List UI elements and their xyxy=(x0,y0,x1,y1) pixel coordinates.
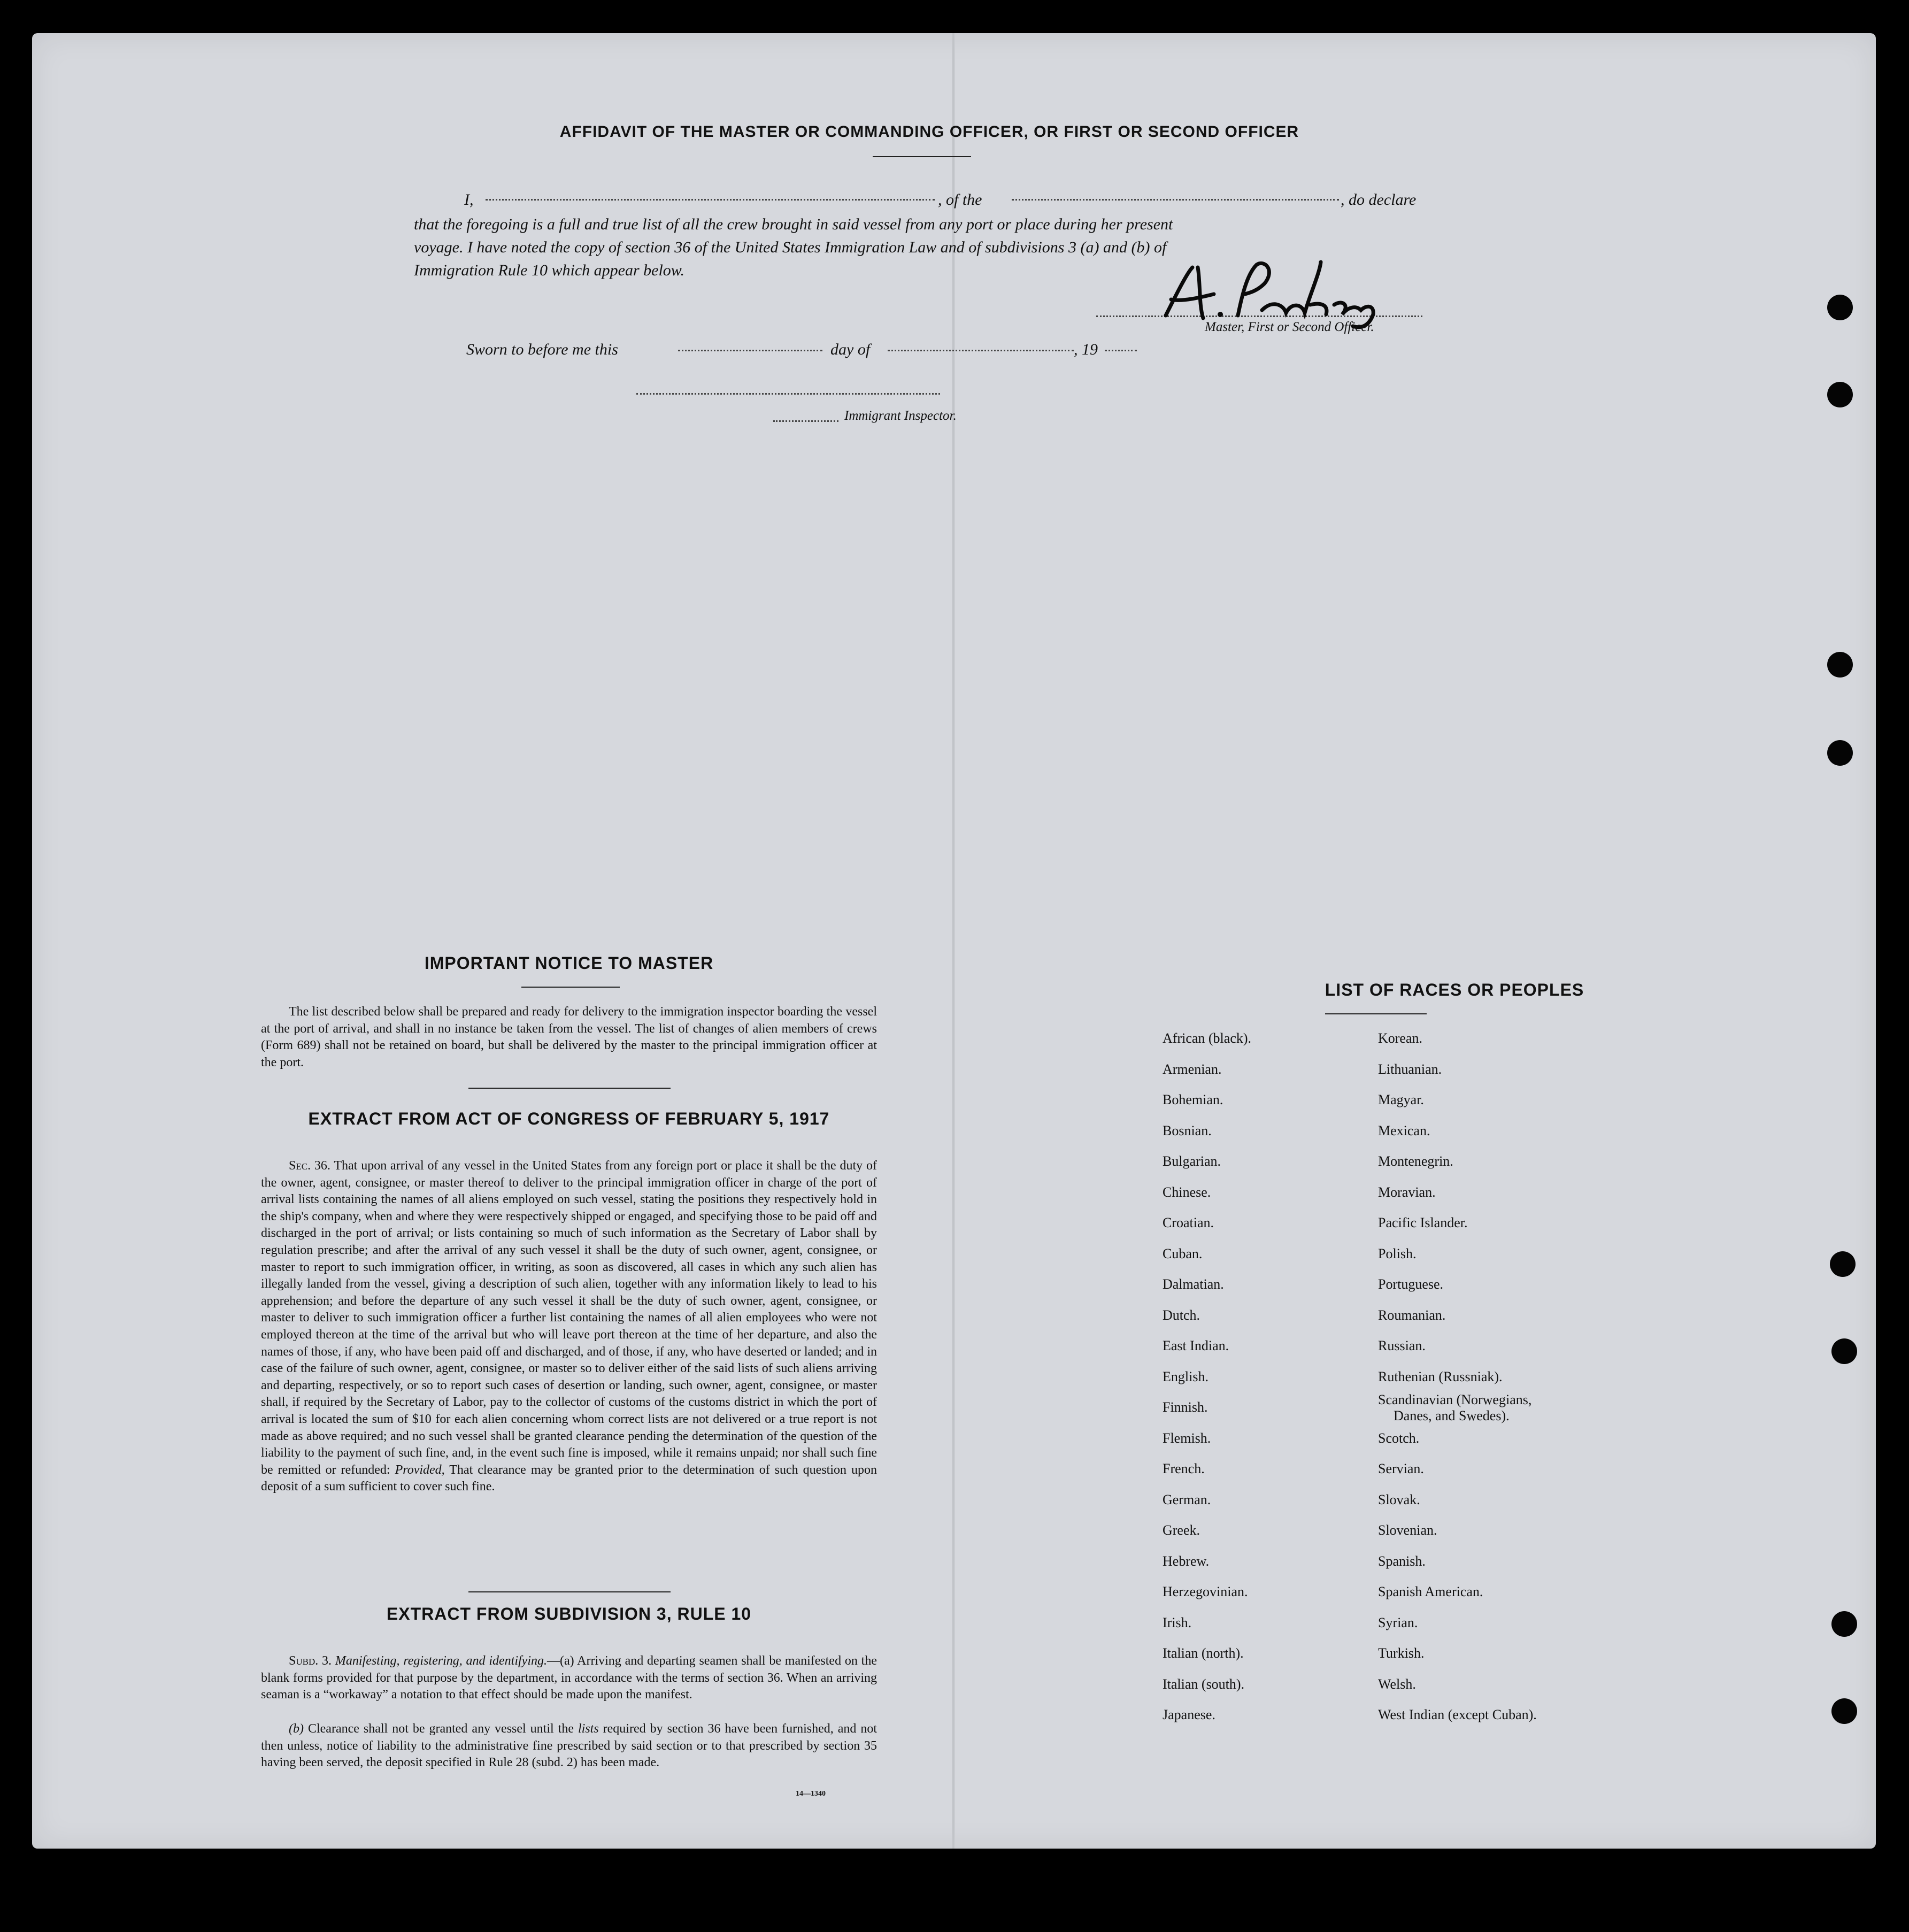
rule-part-a xyxy=(261,1653,877,1704)
race-item: Flemish. xyxy=(1163,1430,1211,1446)
master-name-field[interactable] xyxy=(486,199,935,201)
race-item: Hebrew. xyxy=(1163,1553,1210,1569)
race-item: Scotch. xyxy=(1378,1430,1420,1446)
race-item: African (black). xyxy=(1163,1030,1252,1046)
notice-divider xyxy=(468,1088,671,1089)
races-title-underline xyxy=(1325,1013,1427,1014)
notice-text: The list described below shall be prepared and ready for delivery to the immigration inspector boarding the vessel at the port of arrival, and shall in no instance be taken from the vessel. The list of changes of alien members of crews (Form 689) shall not be retained on board, but shall be delivered by the master to the principal immigration officer at the port. xyxy=(261,1005,877,1069)
rule-part-b xyxy=(261,1721,877,1772)
notice-title-underline xyxy=(521,987,620,988)
subd-label: Subd. 3. xyxy=(289,1654,332,1668)
affidavit-of-the-label: , of the xyxy=(938,191,982,209)
race-item: Spanish. xyxy=(1378,1553,1426,1569)
affidavit-i-label: I, xyxy=(464,191,474,209)
provided-word: Provided, xyxy=(395,1463,445,1477)
act-extract-text xyxy=(261,1158,877,1496)
punch-hole xyxy=(1831,1338,1857,1364)
form-number: 14—1340 xyxy=(796,1790,826,1798)
sec-label: Sec. 36. xyxy=(289,1159,330,1173)
race-item: English. xyxy=(1163,1368,1208,1384)
affidavit-do-declare-label: , do declare xyxy=(1341,191,1417,209)
paper-sheet xyxy=(32,33,1876,1849)
part-a-label: —(a) xyxy=(547,1654,574,1668)
affidavit-line-3: voyage. I have noted the copy of section 36 of the United States Immigration Law and of subdivisions 3 (a) and (b) of xyxy=(414,238,1167,256)
part-b-text-2: required by section 36 have been furnished, and not then unless, notice of liability to the administrative fine prescribed by said section or to that prescribed by section 35 having been served, the deposit specified in Rule 28 (subd. 2) has been made. xyxy=(261,1722,877,1770)
race-item: Welsh. xyxy=(1378,1676,1416,1692)
race-item: Lithuanian. xyxy=(1378,1061,1442,1077)
race-item: Montenegrin. xyxy=(1378,1153,1453,1169)
race-item: Moravian. xyxy=(1378,1184,1436,1200)
race-item: Ruthenian (Russniak). xyxy=(1378,1368,1503,1384)
race-item: Slovenian. xyxy=(1378,1522,1437,1538)
race-item: Russian. xyxy=(1378,1338,1426,1353)
race-item: Finnish. xyxy=(1163,1399,1208,1415)
race-item: French. xyxy=(1163,1461,1205,1476)
affidavit-title: AFFIDAVIT OF THE MASTER OR COMMANDING OFFICER, OR FIRST OR SECOND OFFICER xyxy=(559,123,1299,141)
punch-hole xyxy=(1827,382,1853,407)
race-item: Portuguese. xyxy=(1378,1276,1444,1292)
punch-hole xyxy=(1831,1611,1857,1637)
part-a-text: Arriving and departing seamen shall be manifested on the blank forms provided for that purpose by the department, in accordance with the terms of section 36. When an arriving seaman is a “workaway” a notation to that effect should be made upon the manifest. xyxy=(261,1654,877,1702)
punch-hole xyxy=(1827,652,1853,678)
race-item: Greek. xyxy=(1163,1522,1200,1538)
race-item: German. xyxy=(1163,1491,1211,1507)
sworn-day-of-label: day of xyxy=(830,341,871,358)
inspector-caption-lead xyxy=(773,420,838,422)
race-item: Chinese. xyxy=(1163,1184,1211,1200)
race-item: Bulgarian. xyxy=(1163,1153,1221,1169)
act-extract-title: EXTRACT FROM ACT OF CONGRESS OF FEBRUARY 5, 1917 xyxy=(308,1109,830,1128)
vessel-name-field[interactable] xyxy=(1012,199,1339,201)
notice-title: IMPORTANT NOTICE TO MASTER xyxy=(424,953,714,973)
rule-extract-title: EXTRACT FROM SUBDIVISION 3, RULE 10 xyxy=(386,1604,752,1623)
act-body: That upon arrival of any vessel in the United States from any foreign port or place it shall be the duty of the owner, agent, consignee, or master thereof to deliver to the principal immigration officer in charge of the port of arrival lists containing the names of all aliens employed on such vessel, stating the positions they respectively hold in the ship's company, when and where they were respectively shipped or engaged, and specifying those to be paid off and discharged in the port of arrival; or lists containing so much of such information as the Secretary of Labor shall by regulation prescribe; and after the arrival of any such vessel it shall be the duty of such owner, agent, consignee, or master to report to such immigration officer, in writing, as soon as discovered, all cases in which any such alien has illegally landed from the vessel, giving a description of such alien, together with any information likely to lead to his apprehension; and before the departure of any such vessel it shall be the duty of such owner, agent, consignee, or master to deliver to such immigration officer a further list containing the names of all alien employees who were not employed thereon at the time of the arrival but who will leave port thereon at the time of her departure, and also the names of those, if any, who have been paid off and discharged, and of those, if any, who have deserted or landed; and in case of the failure of such owner, agent, consignee, or master so to deliver either of the said lists of such aliens arriving and departing, respectively, or so to report such cases of desertion or landing, such owner, agent, consignee, or master shall, if required by the Secretary of Labor, pay to the collector of customs of the customs district in which the port of arrival is located the sum of $10 for each alien concerning whom correct lists are not delivered or a true report is not made as above required; and no such vessel shall be granted clearance pending the determination of the question of the liability to the payment of such fine, and, in the event such fine is imposed, while it remains unpaid; nor shall such fine be remitted or refunded: xyxy=(261,1159,877,1477)
race-item: Slovak. xyxy=(1378,1491,1420,1507)
sworn-year-field[interactable] xyxy=(1105,350,1137,351)
race-item: Mexican. xyxy=(1378,1122,1430,1138)
race-item: Italian (south). xyxy=(1163,1676,1245,1692)
sworn-day-field[interactable] xyxy=(678,350,822,351)
race-item: Dutch. xyxy=(1163,1307,1200,1323)
race-item: Spanish American. xyxy=(1378,1584,1483,1599)
race-item: Polish. xyxy=(1378,1245,1417,1261)
inspector-caption: Immigrant Inspector. xyxy=(844,409,957,423)
race-item: Bosnian. xyxy=(1163,1122,1212,1138)
center-fold xyxy=(952,33,955,1849)
signature-caption: Master, First or Second Officer. xyxy=(1205,320,1374,334)
act-divider xyxy=(468,1591,671,1592)
part-b-label: (b) xyxy=(289,1722,304,1736)
race-item: Roumanian. xyxy=(1378,1307,1446,1323)
race-item: Cuban. xyxy=(1163,1245,1203,1261)
sworn-year-label: , 19 xyxy=(1074,341,1098,358)
affidavit-line-2: that the foregoing is a full and true list of all the crew brought in said vessel from any port or place during her present xyxy=(414,215,1173,233)
races-title: LIST OF RACES OR PEOPLES xyxy=(1325,980,1584,999)
punch-hole xyxy=(1827,295,1853,320)
race-item: Scandinavian (Norwegians, xyxy=(1378,1392,1532,1407)
race-item: Pacific Islander. xyxy=(1378,1215,1468,1230)
punch-hole xyxy=(1827,740,1853,766)
race-item: Italian (north). xyxy=(1163,1645,1244,1661)
race-item-continuation: Danes, and Swedes). xyxy=(1394,1408,1510,1423)
race-item: Syrian. xyxy=(1378,1614,1418,1630)
race-item: Armenian. xyxy=(1163,1061,1222,1077)
title-underline xyxy=(873,156,971,157)
part-b-lists: lists xyxy=(578,1722,599,1736)
sworn-label: Sworn to before me this xyxy=(466,341,618,358)
subd-heading: Manifesting, registering, and identifying. xyxy=(335,1654,547,1668)
punch-hole xyxy=(1831,1698,1857,1724)
sworn-month-field[interactable] xyxy=(888,350,1074,351)
race-item: Croatian. xyxy=(1163,1215,1214,1230)
affidavit-line-4: Immigration Rule 10 which appear below. xyxy=(414,261,685,279)
race-item: Irish. xyxy=(1163,1614,1192,1630)
part-b-text-1: Clearance shall not be granted any vessel until the xyxy=(307,1722,574,1736)
act-body-end: That clearance may be granted prior to the determination of such question upon deposit of a sum sufficient to cover such fine. xyxy=(261,1463,877,1494)
race-item: Korean. xyxy=(1378,1030,1423,1046)
race-item: East Indian. xyxy=(1163,1338,1229,1353)
race-item: Magyar. xyxy=(1378,1092,1424,1107)
race-item: Dalmatian. xyxy=(1163,1276,1224,1292)
race-item: Turkish. xyxy=(1378,1645,1425,1661)
race-item: Servian. xyxy=(1378,1461,1424,1476)
race-item: Japanese. xyxy=(1163,1707,1215,1722)
inspector-signature-line xyxy=(636,393,940,395)
race-item: Bohemian. xyxy=(1163,1092,1223,1107)
race-item: West Indian (except Cuban). xyxy=(1378,1707,1537,1722)
punch-hole xyxy=(1830,1251,1856,1277)
race-item: Herzegovinian. xyxy=(1163,1584,1248,1599)
